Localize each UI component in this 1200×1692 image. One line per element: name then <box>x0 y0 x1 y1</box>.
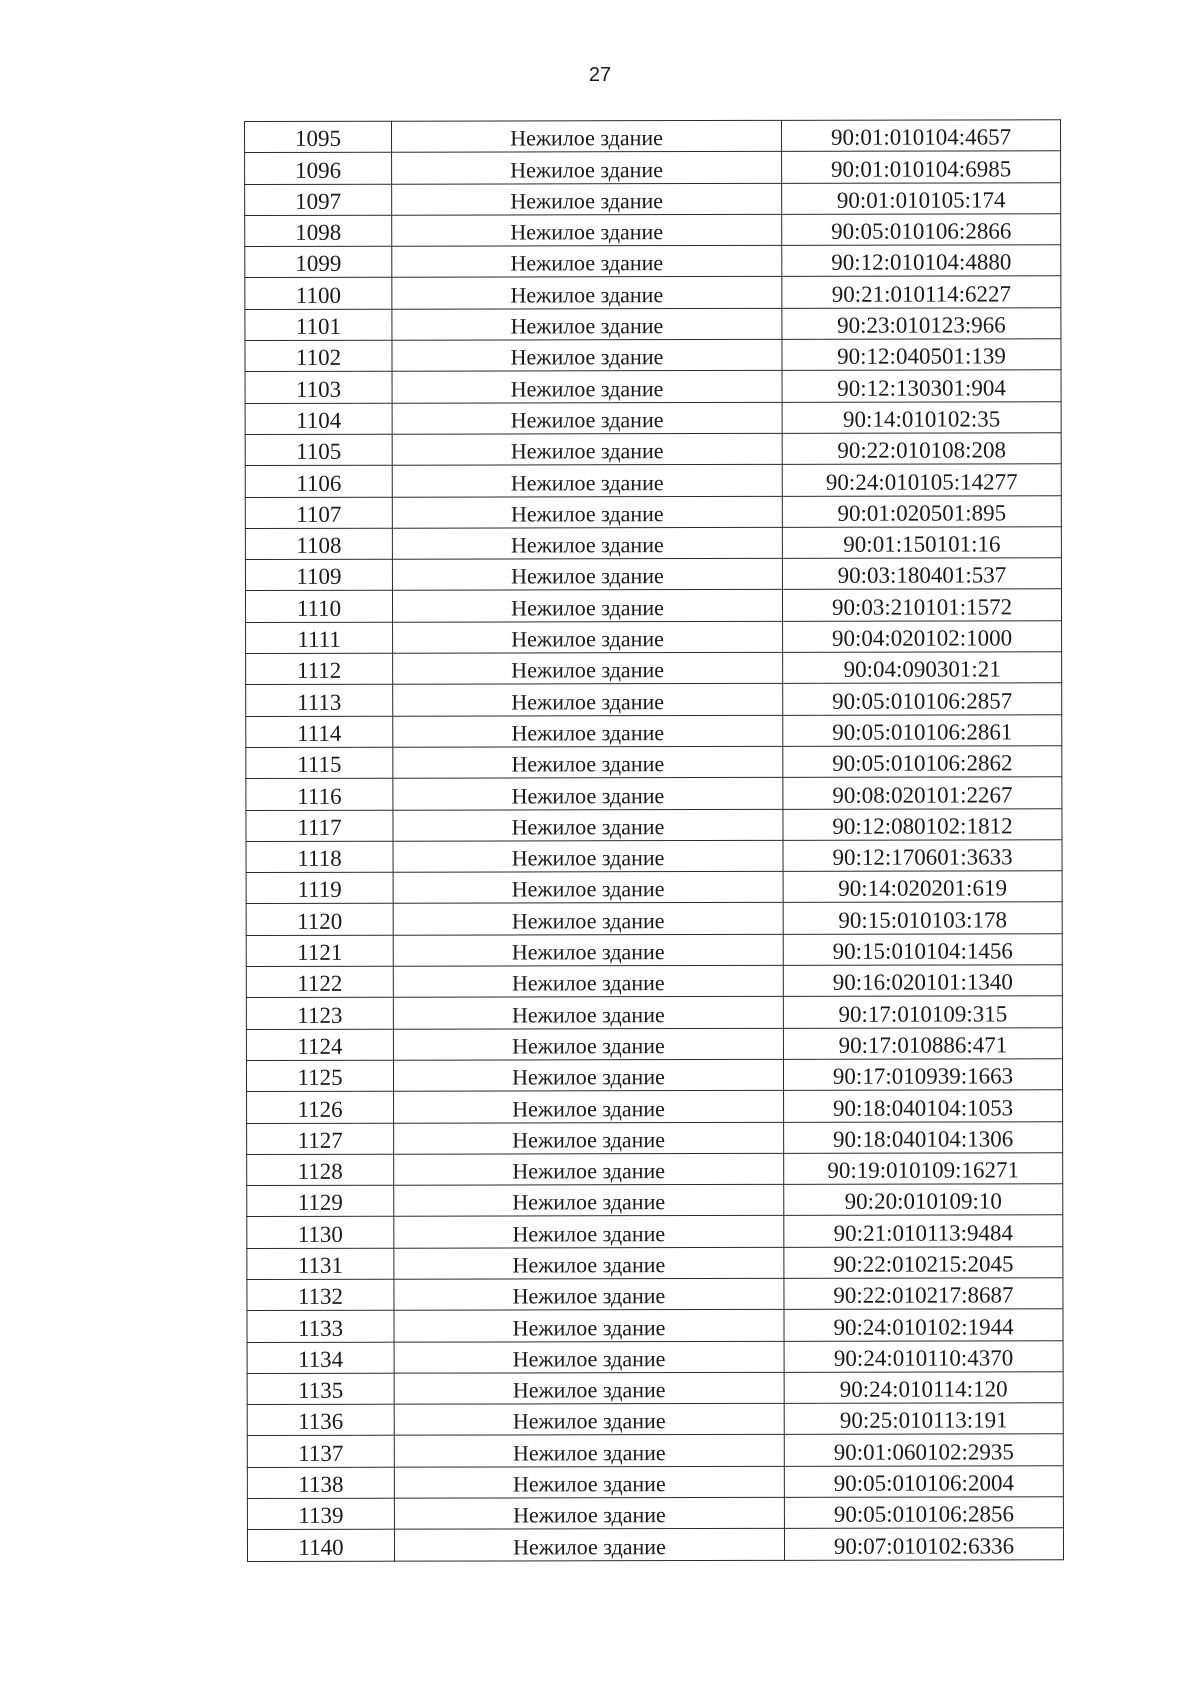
row-number-cell: 1123 <box>246 998 393 1030</box>
row-number-cell: 1107 <box>245 497 392 529</box>
cadastral-number-cell: 90:05:010106:2861 <box>783 714 1062 746</box>
table-row <box>247 1278 1063 1311</box>
table-row <box>247 1434 1063 1467</box>
row-number-cell: 1114 <box>246 716 393 748</box>
cadastral-number-cell: 90:15:010103:178 <box>783 902 1062 934</box>
object-type-cell: Нежилое здание <box>393 1028 783 1060</box>
object-type-cell: Нежилое здание <box>392 559 782 591</box>
table-row <box>246 808 1062 841</box>
row-number-cell: 1135 <box>247 1373 394 1405</box>
table-row <box>245 308 1061 341</box>
page-number: 27 <box>588 64 612 86</box>
cadastral-number-cell: 90:15:010104:1456 <box>783 934 1062 966</box>
row-number-cell: 1138 <box>247 1467 394 1499</box>
row-number-cell: 1125 <box>246 1060 393 1092</box>
object-type-cell: Нежилое здание <box>394 1341 784 1373</box>
cadastral-number-cell: 90:01:010104:6985 <box>782 151 1061 183</box>
table-row <box>246 714 1062 747</box>
cadastral-number-cell: 90:03:180401:537 <box>782 558 1061 590</box>
row-number-cell: 1117 <box>246 810 393 842</box>
row-number-cell: 1108 <box>245 528 392 560</box>
cadastral-number-cell: 90:24:010105:14277 <box>782 464 1061 496</box>
cadastral-number-cell: 90:17:010939:1663 <box>783 1059 1062 1091</box>
table-row <box>246 652 1062 685</box>
cadastral-number-cell: 90:08:020101:2267 <box>783 777 1062 809</box>
table-row <box>245 464 1061 497</box>
row-number-cell: 1112 <box>246 653 393 685</box>
table-row <box>247 1215 1063 1248</box>
row-number-cell: 1131 <box>247 1248 394 1280</box>
object-type-cell: Нежилое здание <box>393 778 783 810</box>
object-type-cell: Нежилое здание <box>392 214 782 246</box>
row-number-cell: 1099 <box>245 246 392 278</box>
table-row <box>246 621 1062 654</box>
object-type-cell: Нежилое здание <box>394 1435 784 1467</box>
cadastral-number-cell: 90:03:210101:1572 <box>782 589 1061 621</box>
row-number-cell: 1109 <box>245 559 392 591</box>
object-type-cell: Нежилое здание <box>392 433 782 465</box>
row-number-cell: 1101 <box>245 309 392 341</box>
object-type-cell: Нежилое здание <box>393 903 783 935</box>
row-number-cell: 1126 <box>247 1091 394 1123</box>
row-number-cell: 1128 <box>247 1154 394 1186</box>
row-number-cell: 1113 <box>246 685 393 717</box>
row-number-cell: 1127 <box>247 1123 394 1155</box>
table-row <box>245 214 1061 247</box>
object-type-cell: Нежилое здание <box>392 402 782 434</box>
row-number-cell: 1133 <box>247 1310 394 1342</box>
cadastral-number-cell: 90:19:010109:16271 <box>784 1153 1063 1185</box>
cadastral-number-cell: 90:25:010113:191 <box>784 1403 1063 1435</box>
object-type-cell: Нежилое здание <box>393 871 783 903</box>
cadastral-number-cell: 90:23:010123:966 <box>782 308 1061 340</box>
object-type-cell: Нежилое здание <box>392 527 782 559</box>
table-row <box>245 276 1061 309</box>
table-row <box>246 965 1062 998</box>
row-number-cell: 1129 <box>247 1185 394 1217</box>
object-type-cell: Нежилое здание <box>393 746 783 778</box>
object-type-cell: Нежилое здание <box>392 120 782 152</box>
object-type-cell: Нежилое здание <box>394 1372 784 1404</box>
table-row <box>245 558 1061 591</box>
object-type-cell: Нежилое здание <box>392 339 782 371</box>
table-row <box>245 589 1061 622</box>
table-row <box>246 902 1062 935</box>
table-row <box>246 746 1062 779</box>
table-row <box>245 245 1061 278</box>
table-row <box>246 683 1062 716</box>
object-type-cell: Нежилое здание <box>393 684 783 716</box>
cadastral-number-cell: 90:12:130301:904 <box>782 370 1061 402</box>
row-number-cell: 1119 <box>246 872 393 904</box>
cadastral-number-cell: 90:12:010104:4880 <box>782 245 1061 277</box>
cadastral-number-cell: 90:12:080102:1812 <box>783 808 1062 840</box>
row-number-cell: 1140 <box>247 1530 394 1562</box>
object-type-cell: Нежилое здание <box>394 1184 784 1216</box>
object-type-cell: Нежилое здание <box>393 997 783 1029</box>
cadastral-number-cell: 90:01:020501:895 <box>782 495 1061 527</box>
row-number-cell: 1098 <box>245 215 392 247</box>
row-number-cell: 1105 <box>245 434 392 466</box>
row-number-cell: 1115 <box>246 747 393 779</box>
row-number-cell: 1130 <box>247 1217 394 1249</box>
cadastral-number-cell: 90:14:020201:619 <box>783 871 1062 903</box>
cadastral-number-cell: 90:24:010114:120 <box>784 1372 1063 1404</box>
table-row <box>245 120 1061 153</box>
cadastral-number-cell: 90:04:090301:21 <box>783 652 1062 684</box>
table-row <box>246 1027 1062 1060</box>
property-registry-table <box>244 119 1064 1561</box>
object-type-cell: Нежилое здание <box>394 1529 784 1561</box>
object-type-cell: Нежилое здание <box>392 496 782 528</box>
table-row <box>247 1466 1063 1499</box>
row-number-cell: 1096 <box>245 152 392 184</box>
cadastral-number-cell: 90:05:010106:2862 <box>783 746 1062 778</box>
row-number-cell: 1116 <box>246 778 393 810</box>
row-number-cell: 1121 <box>246 935 393 967</box>
cadastral-number-cell: 90:01:010105:174 <box>782 182 1061 214</box>
row-number-cell: 1134 <box>247 1342 394 1374</box>
object-type-cell: Нежилое здание <box>393 934 783 966</box>
object-type-cell: Нежилое здание <box>394 1216 784 1248</box>
object-type-cell: Нежилое здание <box>393 840 783 872</box>
table-row <box>247 1309 1063 1342</box>
object-type-cell: Нежилое здание <box>392 183 782 215</box>
object-type-cell: Нежилое здание <box>393 1059 783 1091</box>
table-row <box>247 1497 1063 1530</box>
table-row <box>245 182 1061 215</box>
cadastral-number-cell: 90:05:010106:2857 <box>783 683 1062 715</box>
table-row <box>245 151 1061 184</box>
table-row <box>245 370 1061 403</box>
object-type-cell: Нежилое здание <box>392 152 782 184</box>
row-number-cell: 1103 <box>245 372 392 404</box>
table-row <box>247 1153 1063 1186</box>
row-number-cell: 1110 <box>245 591 392 623</box>
cadastral-number-cell: 90:05:010106:2856 <box>784 1497 1063 1529</box>
table-row <box>247 1340 1063 1373</box>
object-type-cell: Нежилое здание <box>392 308 782 340</box>
object-type-cell: Нежилое здание <box>392 246 782 278</box>
table-row <box>247 1403 1063 1436</box>
object-type-cell: Нежилое здание <box>393 715 783 747</box>
table-row <box>245 339 1061 372</box>
cadastral-number-cell: 90:07:010102:6336 <box>784 1528 1063 1560</box>
cadastral-number-cell: 90:21:010114:6227 <box>782 276 1061 308</box>
object-type-cell: Нежилое здание <box>393 809 783 841</box>
cadastral-number-cell: 90:14:010102:35 <box>782 401 1061 433</box>
table-row <box>247 1121 1063 1154</box>
object-type-cell: Нежилое здание <box>392 590 782 622</box>
cadastral-number-cell: 90:24:010110:4370 <box>784 1340 1063 1372</box>
object-type-cell: Нежилое здание <box>394 1404 784 1436</box>
object-type-cell: Нежилое здание <box>393 621 783 653</box>
table-row <box>247 1184 1063 1217</box>
object-type-cell: Нежилое здание <box>392 277 782 309</box>
cadastral-number-cell: 90:18:040104:1306 <box>784 1121 1063 1153</box>
cadastral-number-cell: 90:22:010108:208 <box>782 433 1061 465</box>
cadastral-number-cell: 90:05:010106:2866 <box>782 214 1061 246</box>
cadastral-number-cell: 90:22:010215:2045 <box>784 1246 1063 1278</box>
table-row <box>245 433 1061 466</box>
object-type-cell: Нежилое здание <box>394 1497 784 1529</box>
cadastral-number-cell: 90:20:010109:10 <box>784 1184 1063 1216</box>
row-number-cell: 1136 <box>247 1404 394 1436</box>
table-row <box>246 777 1062 810</box>
cadastral-number-cell: 90:21:010113:9484 <box>784 1215 1063 1247</box>
object-type-cell: Нежилое здание <box>393 652 783 684</box>
object-type-cell: Нежилое здание <box>394 1466 784 1498</box>
cadastral-number-cell: 90:22:010217:8687 <box>784 1278 1063 1310</box>
table-row <box>245 527 1061 560</box>
object-type-cell: Нежилое здание <box>394 1247 784 1279</box>
object-type-cell: Нежилое здание <box>392 465 782 497</box>
cadastral-number-cell: 90:17:010886:471 <box>783 1027 1062 1059</box>
table-row <box>246 996 1062 1029</box>
table-row <box>246 934 1062 967</box>
row-number-cell: 1095 <box>245 121 392 153</box>
row-number-cell: 1106 <box>245 465 392 497</box>
object-type-cell: Нежилое здание <box>394 1278 784 1310</box>
table-row <box>247 1528 1063 1561</box>
object-type-cell: Нежилое здание <box>394 1122 784 1154</box>
row-number-cell: 1104 <box>245 403 392 435</box>
row-number-cell: 1097 <box>245 184 392 216</box>
cadastral-number-cell: 90:12:040501:139 <box>782 339 1061 371</box>
table-row <box>247 1372 1063 1405</box>
object-type-cell: Нежилое здание <box>394 1091 784 1123</box>
object-type-cell: Нежилое здание <box>394 1153 784 1185</box>
table-row <box>245 495 1061 528</box>
cadastral-number-cell: 90:04:020102:1000 <box>783 621 1062 653</box>
row-number-cell: 1137 <box>247 1436 394 1468</box>
row-number-cell: 1111 <box>246 622 393 654</box>
object-type-cell: Нежилое здание <box>392 371 782 403</box>
cadastral-number-cell: 90:01:060102:2935 <box>784 1434 1063 1466</box>
table-row <box>246 871 1062 904</box>
table-row <box>245 401 1061 434</box>
row-number-cell: 1100 <box>245 278 392 310</box>
registry-table-body <box>245 120 1064 1561</box>
table-row <box>247 1090 1063 1123</box>
cadastral-number-cell: 90:17:010109:315 <box>783 996 1062 1028</box>
object-type-cell: Нежилое здание <box>393 965 783 997</box>
cadastral-number-cell: 90:01:150101:16 <box>782 527 1061 559</box>
row-number-cell: 1124 <box>246 1029 393 1061</box>
row-number-cell: 1132 <box>247 1279 394 1311</box>
table-row <box>246 1059 1062 1092</box>
row-number-cell: 1120 <box>246 904 393 936</box>
table-row <box>246 840 1062 873</box>
cadastral-number-cell: 90:16:020101:1340 <box>783 965 1062 997</box>
object-type-cell: Нежилое здание <box>394 1310 784 1342</box>
cadastral-number-cell: 90:18:040104:1053 <box>784 1090 1063 1122</box>
cadastral-number-cell: 90:12:170601:3633 <box>783 840 1062 872</box>
cadastral-number-cell: 90:05:010106:2004 <box>784 1466 1063 1498</box>
row-number-cell: 1122 <box>246 966 393 998</box>
row-number-cell: 1139 <box>247 1498 394 1530</box>
row-number-cell: 1102 <box>245 340 392 372</box>
table-row <box>247 1246 1063 1279</box>
cadastral-number-cell: 90:24:010102:1944 <box>784 1309 1063 1341</box>
cadastral-number-cell: 90:01:010104:4657 <box>781 120 1060 152</box>
row-number-cell: 1118 <box>246 841 393 873</box>
